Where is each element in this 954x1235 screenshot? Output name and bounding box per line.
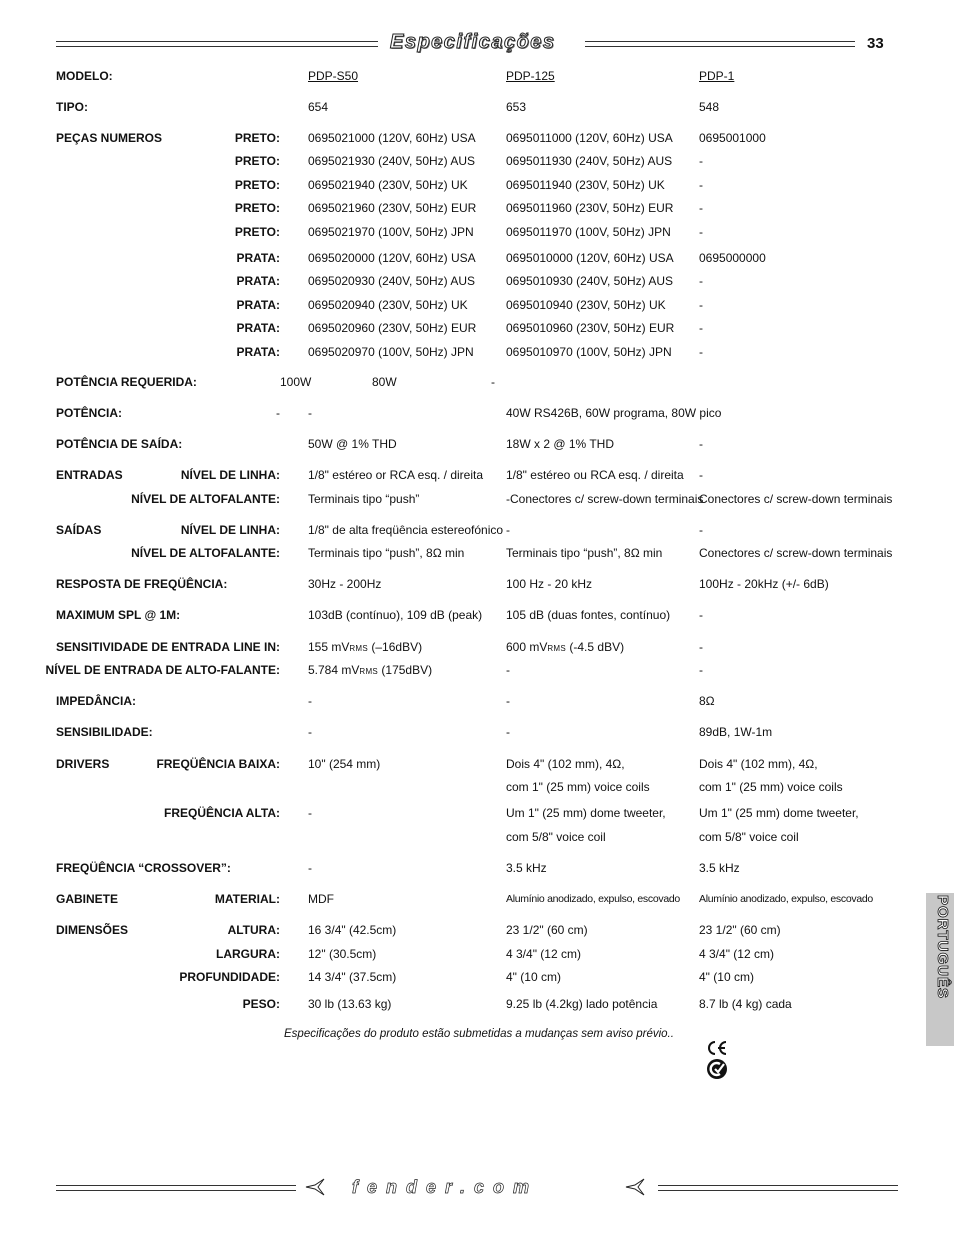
- label-potencia-saida: POTÊNCIA DE SAÍDA:: [56, 437, 183, 451]
- label-entradas: ENTRADAS: [56, 468, 123, 482]
- cell: 0695021970 (100V, 50Hz) JPN: [308, 225, 474, 239]
- cell: [308, 640, 422, 656]
- label-max-spl: MAXIMUM SPL @ 1M:: [56, 608, 181, 622]
- cell: 12" (30.5cm): [308, 947, 377, 961]
- sub-largura: LARGURA:: [216, 947, 280, 961]
- label-sensibilidade: SENSIBILIDADE:: [56, 725, 153, 739]
- cell: 23 1/2" (60 cm): [506, 923, 588, 937]
- cell: Alumínio anodizado, expulso, escovado: [699, 893, 873, 905]
- sub-preto: PRETO:: [234, 131, 280, 145]
- header-rule-left: [56, 41, 378, 47]
- cell: -: [308, 406, 312, 420]
- sub-material: MATERIAL:: [214, 892, 280, 906]
- cell: Dois 4" (102 mm), 4Ω,: [699, 757, 818, 771]
- cell-part: RMS: [359, 667, 379, 676]
- cell: 105 dB (duas fontes, contínuo): [506, 608, 671, 622]
- cell: -: [699, 154, 703, 168]
- cell: 18W x 2 @ 1% THD: [506, 437, 614, 451]
- cell: 10" (254 mm): [308, 757, 381, 771]
- sub-prata: PRATA:: [236, 251, 280, 265]
- cell: -: [699, 640, 703, 654]
- cell: 23 1/2" (60 cm): [699, 923, 781, 937]
- cell: -: [506, 725, 510, 739]
- cell: 4" (10 cm): [506, 970, 561, 984]
- sub-line-in: LINE IN:: [233, 640, 280, 654]
- cell: -: [699, 523, 703, 537]
- cell: -: [699, 274, 703, 288]
- cell: 103dB (contínuo), 109 dB (peak): [308, 608, 483, 622]
- star-icon: [304, 1178, 330, 1201]
- language-tab-label: PORTUGUÊS: [934, 895, 951, 1000]
- cell: Alumínio anodizado, expulso, escovado: [506, 893, 680, 905]
- label-impedancia: IMPEDÂNCIA:: [56, 694, 136, 708]
- cell: 8Ω: [699, 694, 715, 708]
- label-sensitividade-entrada: SENSITIVIDADE DE ENTRADA: [56, 640, 231, 654]
- cell: 0695010930 (240V, 50Hz) AUS: [506, 274, 674, 288]
- cell: 0695011000 (120V, 60Hz) USA: [506, 131, 673, 145]
- model-pdp-s50[interactable]: PDP-S50: [308, 69, 359, 83]
- cell-part: 600 mV: [506, 640, 548, 654]
- cell-part: 5.784 mV: [308, 663, 360, 677]
- sub-nivel-entrada-alto-falante: NÍVEL DE ENTRADA DE ALTO-FALANTE:: [45, 663, 280, 677]
- cell: [506, 640, 624, 656]
- cell: Um 1" (25 mm) dome tweeter,: [506, 806, 666, 820]
- cell: -: [699, 321, 703, 335]
- cell: com 5/8" voice coil: [699, 830, 799, 844]
- cell: 0695011960 (230V, 50Hz) EUR: [506, 201, 674, 215]
- cell: 30Hz - 200Hz: [308, 577, 382, 591]
- cell: -: [699, 663, 703, 677]
- cell: -: [699, 437, 703, 451]
- cell: -: [308, 694, 312, 708]
- cell: 4 3/4" (12 cm): [699, 947, 774, 961]
- footer-site[interactable]: fender.com: [352, 1177, 539, 1197]
- cell: 0695020000 (120V, 60Hz) USA: [308, 251, 476, 265]
- cell: 0695011930 (240V, 50Hz) AUS: [506, 154, 673, 168]
- label-pecas-numeros: PEÇAS NUMEROS: [56, 131, 163, 145]
- cell: -: [506, 523, 510, 537]
- cell: Terminais tipo “push”, 8Ω min: [308, 546, 465, 560]
- cell: 0695021940 (230V, 50Hz) UK: [308, 178, 468, 192]
- cell: Conectores c/ screw-down terminais: [699, 546, 893, 560]
- cell: -: [308, 861, 312, 875]
- cell: 0695020970 (100V, 50Hz) JPN: [308, 345, 474, 359]
- cell-part: RMS: [349, 644, 369, 653]
- page-number: 33: [867, 35, 884, 52]
- cell-part: (175dBV): [378, 663, 433, 677]
- cell: 0695001000: [699, 131, 766, 145]
- cell: 653: [506, 100, 527, 114]
- cell: 1/8" de alta freqüência estereofónico: [308, 523, 504, 537]
- cell: -: [491, 375, 495, 389]
- cell: 14 3/4" (37.5cm): [308, 970, 397, 984]
- cell: 16 3/4" (42.5cm): [308, 923, 397, 937]
- cell: 40W RS426B, 60W programa, 80W pico: [506, 406, 722, 420]
- cell: -: [699, 345, 703, 359]
- label-gabinete: GABINETE: [56, 892, 119, 906]
- cell: -: [506, 663, 510, 677]
- cell: com 5/8" voice coil: [506, 830, 606, 844]
- cell: 3.5 kHz: [506, 861, 547, 875]
- sub-preto: PRETO:: [234, 201, 280, 215]
- sub-preto: PRETO:: [234, 178, 280, 192]
- footer-rule-left: [56, 1185, 296, 1191]
- cell: 654: [308, 100, 329, 114]
- cell: 100W: [280, 375, 312, 389]
- cell: -: [699, 178, 703, 192]
- cell: 4" (10 cm): [699, 970, 754, 984]
- cell: Um 1" (25 mm) dome tweeter,: [699, 806, 859, 820]
- cell: -: [276, 406, 280, 420]
- cell: 3.5 kHz: [699, 861, 740, 875]
- label-dimensoes: DIMENSÕES: [56, 923, 129, 937]
- cell: 0695021960 (230V, 50Hz) EUR: [308, 201, 477, 215]
- cell: -: [308, 725, 312, 739]
- cell: 50W @ 1% THD: [308, 437, 397, 451]
- label-crossover: FREQÜÊNCIA “CROSSOVER”:: [56, 861, 231, 875]
- model-pdp-1[interactable]: PDP-1: [699, 69, 735, 83]
- cell: 0695010000 (120V, 60Hz) USA: [506, 251, 674, 265]
- cell: -: [699, 298, 703, 312]
- cell: 0695010970 (100V, 50Hz) JPN: [506, 345, 672, 359]
- sub-profundidade: PROFUNDIDADE:: [179, 970, 280, 984]
- cell: Dois 4" (102 mm), 4Ω,: [506, 757, 625, 771]
- footer-rule-right: [658, 1185, 898, 1191]
- cell: 1/8" estéreo or RCA esq. / direita: [308, 468, 484, 482]
- cell: Terminais tipo “push”: [308, 492, 420, 506]
- sub-peso: PESO:: [242, 997, 280, 1011]
- cell: -: [699, 201, 703, 215]
- cell: com 1" (25 mm) voice coils: [699, 780, 843, 794]
- cell: -: [699, 608, 703, 622]
- cell: 100Hz - 20kHz (+/- 6dB): [699, 577, 829, 591]
- cell-part: (–16dBV): [368, 640, 423, 654]
- cell: Terminais tipo “push”, 8Ω min: [506, 546, 663, 560]
- sub-prata: PRATA:: [236, 274, 280, 288]
- cell: -Conectores c/ screw-down terminais: [506, 492, 704, 506]
- cell: 0695020940 (230V, 50Hz) UK: [308, 298, 468, 312]
- cell: 80W: [372, 375, 397, 389]
- label-resposta-frequencia: RESPOSTA DE FREQÜÊNCIA:: [56, 577, 228, 591]
- label-tipo: TIPO:: [56, 100, 88, 114]
- cell-part: 155 mV: [308, 640, 350, 654]
- cell: 0695011970 (100V, 50Hz) JPN: [506, 225, 671, 239]
- cell: 0695020960 (230V, 50Hz) EUR: [308, 321, 477, 335]
- cell: -: [699, 468, 703, 482]
- cell: 0695000000: [699, 251, 766, 265]
- cell: 0695010960 (230V, 50Hz) EUR: [506, 321, 675, 335]
- cell-part: RMS: [547, 644, 567, 653]
- cell: 100 Hz - 20 kHz: [506, 577, 593, 591]
- cell: 548: [699, 100, 720, 114]
- sub-preto: PRETO:: [234, 225, 280, 239]
- cell: 30 lb (13.63 kg): [308, 997, 392, 1011]
- c-tick-mark-icon: [706, 1058, 728, 1085]
- language-tab[interactable]: [926, 893, 954, 1046]
- sub-prata: PRATA:: [236, 345, 280, 359]
- cell: -: [506, 694, 510, 708]
- label-potencia: POTÊNCIA:: [56, 406, 122, 420]
- cell: 0695011940 (230V, 50Hz) UK: [506, 178, 665, 192]
- cell: com 1" (25 mm) voice coils: [506, 780, 650, 794]
- cell: 0695010940 (230V, 50Hz) UK: [506, 298, 666, 312]
- cell: -: [308, 806, 312, 820]
- cell: 89dB, 1W-1m: [699, 725, 773, 739]
- sub-preto: PRETO:: [234, 154, 280, 168]
- cell-part: (-4.5 dBV): [566, 640, 625, 654]
- sub-nivel-altofalante: NÍVEL DE ALTOFALANTE:: [131, 492, 280, 506]
- star-icon: [624, 1178, 650, 1201]
- label-drivers: DRIVERS: [56, 757, 110, 771]
- sub-prata: PRATA:: [236, 298, 280, 312]
- label-modelo: MODELO:: [56, 69, 113, 83]
- label-potencia-requerida: POTÊNCIA REQUERIDA:: [56, 375, 197, 389]
- sub-nivel-linha: NÍVEL DE LINHA:: [180, 523, 280, 537]
- cell: 0695021000 (120V, 60Hz) USA: [308, 131, 476, 145]
- cell: -: [699, 225, 703, 239]
- model-pdp-125[interactable]: PDP-125: [506, 69, 555, 83]
- sub-nivel-linha: NÍVEL DE LINHA:: [180, 468, 280, 482]
- cell: 4 3/4" (12 cm): [506, 947, 581, 961]
- sub-frequencia-baixa: FREQÜÊNCIA BAIXA:: [156, 757, 280, 771]
- cell: 0695020930 (240V, 50Hz) AUS: [308, 274, 476, 288]
- cell: [308, 663, 432, 679]
- sub-nivel-altofalante: NÍVEL DE ALTOFALANTE:: [131, 546, 280, 560]
- cell: MDF: [308, 892, 334, 906]
- cell: 0695021930 (240V, 50Hz) AUS: [308, 154, 476, 168]
- cell: 8.7 lb (4 kg) cada: [699, 997, 792, 1011]
- header-rule-right: [585, 41, 855, 47]
- cell: 1/8" estéreo ou RCA esq. / direita: [506, 468, 684, 482]
- sub-prata: PRATA:: [236, 321, 280, 335]
- cell: Conectores c/ screw-down terminais: [699, 492, 893, 506]
- label-saidas: SAÍDAS: [56, 523, 102, 537]
- disclaimer-note: Especificações do produto estão submetidas a mudanças sem aviso prévio..: [284, 1028, 674, 1040]
- sub-altura: ALTURA:: [227, 923, 280, 937]
- sub-frequencia-alta: FREQÜÊNCIA ALTA:: [164, 806, 280, 820]
- page-title: Especificações: [390, 31, 556, 53]
- cell: 9.25 lb (4.2kg) lado potência: [506, 997, 658, 1011]
